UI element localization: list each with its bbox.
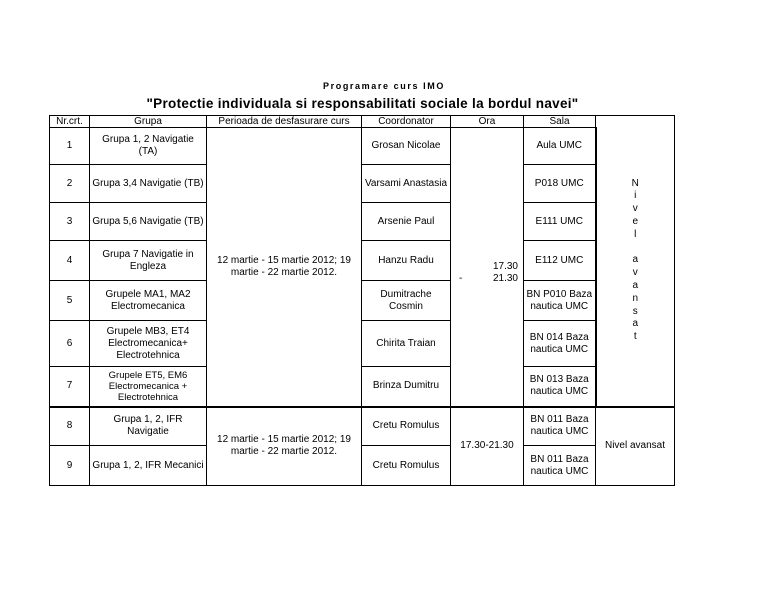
row-coordonator: Varsami Anastasia bbox=[362, 165, 451, 203]
table-row bbox=[50, 321, 675, 367]
row-sala: E111 UMC bbox=[524, 203, 596, 241]
row-nr: 4 bbox=[50, 241, 90, 281]
perioada-cell-2: 12 martie - 15 martie 2012; 19 martie - 22 martie 2012. bbox=[207, 407, 362, 486]
nivel-cell-2: Nivel avansat bbox=[596, 407, 675, 486]
header-perioada: Perioada de desfasurare curs bbox=[207, 116, 362, 128]
table-row bbox=[50, 203, 675, 241]
row-coordonator: Arsenie Paul bbox=[362, 203, 451, 241]
row-nr: 1 bbox=[50, 128, 90, 165]
row-sala: BN 014 Baza nautica UMC bbox=[524, 321, 596, 367]
row-sala: P018 UMC bbox=[524, 165, 596, 203]
nivel-vertical-text: N i v e l a v a n s a t bbox=[631, 177, 639, 343]
row-nr: 6 bbox=[50, 321, 90, 367]
row-sala: Aula UMC bbox=[524, 128, 596, 165]
row-sala: E112 UMC bbox=[524, 241, 596, 281]
row-grupa: Grupele MB3, ET4 Electromecanica+ Electrotehnica bbox=[90, 321, 207, 367]
row-coordonator: Chirita Traian bbox=[362, 321, 451, 367]
ora-cell-2: 17.30-21.30 bbox=[451, 407, 524, 486]
table-row bbox=[50, 367, 675, 407]
row-nr: 2 bbox=[50, 165, 90, 203]
nivel-cell-1 bbox=[596, 116, 675, 407]
perioada-cell-1: 12 martie - 15 martie 2012; 19 martie - 22 martie 2012. bbox=[207, 128, 362, 407]
row-grupa: Grupa 1, 2, IFR Navigatie bbox=[90, 407, 207, 446]
ora-end: 21.30 bbox=[492, 272, 518, 284]
schedule-heading: Programare curs IMO bbox=[323, 81, 445, 91]
row-grupa: Grupa 1, 2 Navigatie (TA) bbox=[90, 128, 207, 165]
row-sala: BN 011 Baza nautica UMC bbox=[524, 446, 596, 486]
table-row bbox=[50, 407, 675, 446]
row-coordonator: Brinza Dumitru bbox=[362, 367, 451, 407]
row-coordonator: Dumitrache Cosmin bbox=[362, 281, 451, 321]
row-nr: 9 bbox=[50, 446, 90, 486]
row-sala: BN 011 Baza nautica UMC bbox=[524, 407, 596, 446]
row-coordonator: Cretu Romulus bbox=[362, 446, 451, 486]
table-row bbox=[50, 128, 675, 165]
row-coordonator: Grosan Nicolae bbox=[362, 128, 451, 165]
schedule-table bbox=[49, 115, 675, 486]
row-nr: 7 bbox=[50, 367, 90, 407]
header-sala: Sala bbox=[524, 116, 596, 128]
header-coordonator: Coordonator bbox=[362, 116, 451, 128]
row-sala: BN P010 Baza nautica UMC bbox=[524, 281, 596, 321]
row-nr: 5 bbox=[50, 281, 90, 321]
row-nr: 8 bbox=[50, 407, 90, 446]
header-ora: Ora bbox=[451, 116, 524, 128]
row-grupa: Grupa 5,6 Navigatie (TB) bbox=[90, 203, 207, 241]
row-grupa: Grupa 7 Navigatie in Engleza bbox=[90, 241, 207, 281]
table-row bbox=[50, 165, 675, 203]
row-coordonator: Hanzu Radu bbox=[362, 241, 451, 281]
header-row bbox=[50, 116, 675, 128]
table-row bbox=[50, 241, 675, 281]
row-sala: BN 013 Baza nautica UMC bbox=[524, 367, 596, 407]
ora-start: 17.30 bbox=[492, 260, 518, 272]
row-grupa: Grupele ET5, EM6 Electromecanica + Electrotehnica bbox=[90, 367, 207, 407]
row-grupa: Grupa 1, 2, IFR Mecanici bbox=[90, 446, 207, 486]
ora-dash: - bbox=[459, 272, 463, 284]
header-grupa: Grupa bbox=[90, 116, 207, 128]
table-row bbox=[50, 446, 675, 486]
row-coordonator: Cretu Romulus bbox=[362, 407, 451, 446]
row-nr: 3 bbox=[50, 203, 90, 241]
ora-cell-1 bbox=[451, 128, 524, 407]
row-grupa: Grupa 3,4 Navigatie (TB) bbox=[90, 165, 207, 203]
course-title: "Protectie individuala si responsabilitati sociale la bordul navei" bbox=[146, 96, 579, 111]
row-grupa: Grupele MA1, MA2 Electromecanica bbox=[90, 281, 207, 321]
table-row bbox=[50, 281, 675, 321]
header-nr: Nr.crt. bbox=[50, 116, 90, 128]
